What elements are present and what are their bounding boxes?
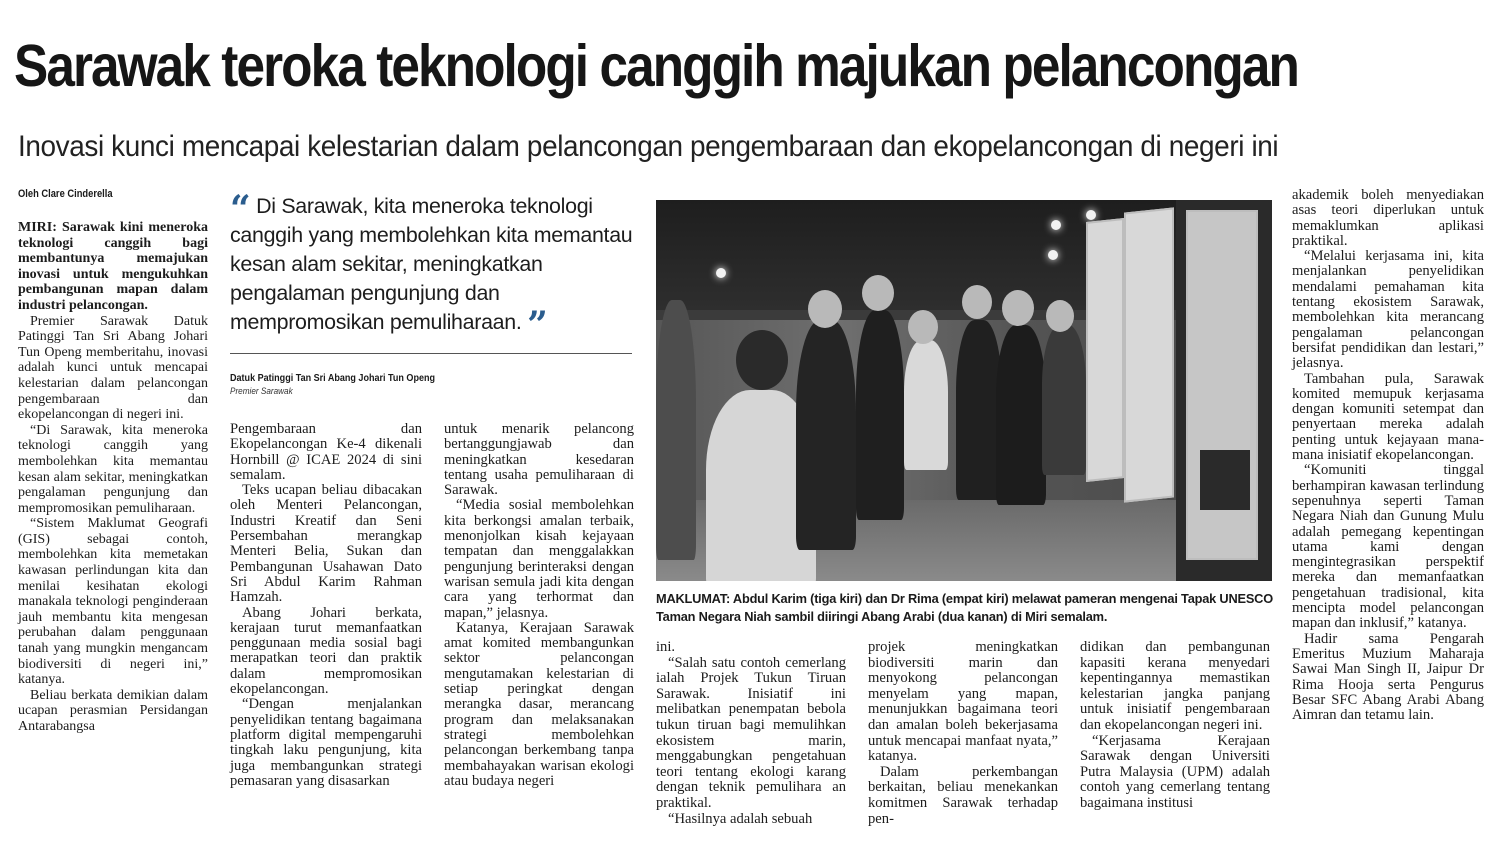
subheadline: Inovasi kunci mencapai kelestarian dalam pelancongan pengembaraan dan ekopelancongan di negeri ini [18, 130, 1279, 163]
pull-quote-text: Di Sarawak, kita meneroka teknologi canggih yang membolehkan kita memantau kesan alam sekitar, meningkatkan pengalaman pengunjung dan mempromosikan pemuliharaan. [230, 194, 633, 334]
article-paragraph: Teks ucapan beliau dibacakan oleh Menteri Pelancongan, Industri Kreatif dan Seni Persembahan merangkap Menteri Belia, Sukan dan Pembangunan Usahawan Dato Sri Abdul Karim Rahman Hamzah. [230, 482, 422, 606]
headline: Sarawak teroka teknologi canggih majukan pelancongan [14, 33, 1298, 99]
pull-quote-divider [230, 353, 632, 354]
article-column-4 [656, 640, 846, 827]
article-paragraph: Katanya, Kerajaan Sarawak amat komited membangunkan sektor pelancongan mengutamakan kelestarian di setiap peringkat dengan merangka dasar, merancang program dan melaksanakan strategi membolehkan pelancongan berkembang tanpa membahayakan warisan ekologi atau budaya negeri [444, 619, 634, 789]
article-paragraph: projek meningkatkan biodiversiti marin dan menyokong pelancongan menyelam yang mapan, menunjukkan bagaimana teori dan amalan boleh bekerjasama untuk mencapai manfaat nyata,” katanya. [868, 639, 1058, 765]
article-paragraph: Beliau berkata demikian dalam ucapan perasmian Persidangan Antarabangsa [18, 687, 208, 734]
article-column-7 [1292, 188, 1484, 723]
exhibition-photo [656, 200, 1272, 581]
article-column-2 [230, 422, 422, 789]
article-paragraph: Abang Johari berkata, kerajaan turut memanfaatkan penggunaan media sosial bagi merapatkan teori dan praktik dalam mempromosikan ekopelancongan. [230, 604, 422, 698]
photo-caption-label: MAKLUMAT: [656, 591, 731, 606]
article-paragraph: “Melalui kerjasama ini, kita menjalankan penyelidikan mendalami pemahaman kita tentang ekosistem Sarawak, membolehkan kita merancang pengalaman pelancongan bersifat pendidikan dan lestari,” jelasnya. [1292, 248, 1484, 372]
open-quote-icon: “ [230, 188, 251, 230]
article-paragraph: “Salah satu contoh cemerlang ialah Projek Tukun Tiruan Sarawak. Inisiatif ini melibatkan penempatan bebola tukun tiruan bagi memulihkan ekosistem marin, menggabungkan pengetahuan teori tentang ekologi karang dengan teknik pemulihara an praktikal. [656, 654, 846, 811]
article-paragraph: untuk menarik pelancong bertanggungjawab dan meningkatkan kesedaran tentang usaha pemuliharaan di Sarawak. [444, 421, 634, 499]
article-paragraph: akademik boleh menyediakan asas teori diperlukan untuk memaklumkan aplikasi praktikal. [1292, 187, 1484, 249]
pull-quote [230, 188, 635, 346]
pull-quote-attribution-title: Premier Sarawak [230, 386, 293, 397]
article-lead-paragraph: MIRI: Sarawak kini meneroka teknologi canggih bagi membantunya memajukan inovasi untuk mengukuhkan pembangunan mapan dalam industri pelancongan. [18, 220, 208, 313]
photo-caption-text: Abdul Karim (tiga kiri) dan Dr Rima (empat kiri) melawat pameran mengenai Tapak UNESCO Taman Negara Niah sambil diiringi Abang Arabi (dua kanan) di Miri semalam. [656, 591, 1273, 624]
article-paragraph: “Dengan menjalankan penyelidikan tentang bagaimana platform digital mempengaruhi tingkah laku pengunjung, kita juga membangunkan strategi pemasaran yang disasarkan [230, 696, 422, 789]
byline: Oleh Clare Cinderella [18, 188, 113, 200]
article-paragraph: “Hasilnya adalah sebuah [668, 810, 813, 827]
article-paragraph: Pengembaraan dan Ekopelancongan Ke-4 dikenali Hornbill @ ICAE 2024 di sini semalam. [230, 421, 422, 483]
article-column-3 [444, 422, 634, 789]
pull-quote-attribution-name: Datuk Patinggi Tan Sri Abang Johari Tun Openg [230, 372, 436, 384]
article-paragraph: “Media sosial membolehkan kita berkongsi amalan terbaik, menonjolkan kisah kejayaan tempatan dan menggalakkan pengunjung berinteraksi dengan warisan semula jadi kita dengan cara yang terhormat dan mapan,” jelasnya. [444, 497, 634, 621]
article-paragraph: “Kerjasama Kerajaan Sarawak dengan Universiti Putra Malaysia (UPM) adalah contoh yang cemerlang tentang bagaimana institusi [1080, 732, 1270, 811]
article-paragraph: didikan dan pembangunan kapasiti kerana menyedari kepentingannya memastikan kelestarian jangka panjang untuk inisiatif pengembaraan dan ekopelancongan negeri ini. [1080, 639, 1270, 733]
photo-caption [656, 590, 1276, 626]
article-paragraph: ini. [656, 639, 676, 655]
close-quote-icon: ” [527, 304, 548, 346]
article-paragraph: “Sistem Maklumat Geografi (GIS) sebagai contoh, membolehkan kita memetakan kawasan perlindungan kita dan menilai kesihatan ekologi manakala teknologi penginderaan jauh membantu kita mengesan perubahan dalam penggunaan tanah yang mungkin mengancam biodiversiti di negeri ini,” katanya. [18, 516, 208, 688]
article-paragraph: “Komuniti tinggal berhampiran kawasan terlindung sepenuhnya seperti Taman Negara Niah dan Gunung Mulu adalah pemegang kepentingan utama kami dengan mengintegrasikan perspektif mereka dan memanfaatkan pengetahuan tradisional, kita mencipta model pelancongan mapan dan inklusif,” katanya. [1292, 462, 1484, 632]
article-paragraph: Dalam perkembangan berkaitan, beliau menekankan komitmen Sarawak terhadap pen- [868, 763, 1058, 827]
article-paragraph: “Di Sarawak, kita meneroka teknologi canggih yang membolehkan kita memantau kesan alam sekitar, meningkatkan pengalaman pengunjung dan mempromosikan pemuliharaan. [18, 422, 208, 516]
article-paragraph: Tambahan pula, Sarawak komited memupuk kerjasama dengan komuniti setempat dan penyertaan mereka adalah penting untuk kejayaan mana-mana inisiatif ekopelancongan. [1292, 370, 1484, 464]
article-column-6 [1080, 640, 1270, 812]
article-paragraph: Premier Sarawak Datuk Patinggi Tan Sri Abang Johari Tun Openg memberitahu, inovasi adalah kunci untuk mencapai kelestarian dalam pelancongan pengembaraan dan ekopelancongan di negeri ini. [18, 313, 208, 423]
article-column-1 [18, 220, 208, 735]
article-paragraph: Hadir sama Pengarah Emeritus Muzium Maharaja Sawai Man Singh II, Jaipur Dr Rima Hooja serta Pengurus Besar SFC Abang Arabi Abang Aimran dan tetamu lain. [1292, 630, 1484, 724]
article-column-5 [868, 640, 1058, 827]
